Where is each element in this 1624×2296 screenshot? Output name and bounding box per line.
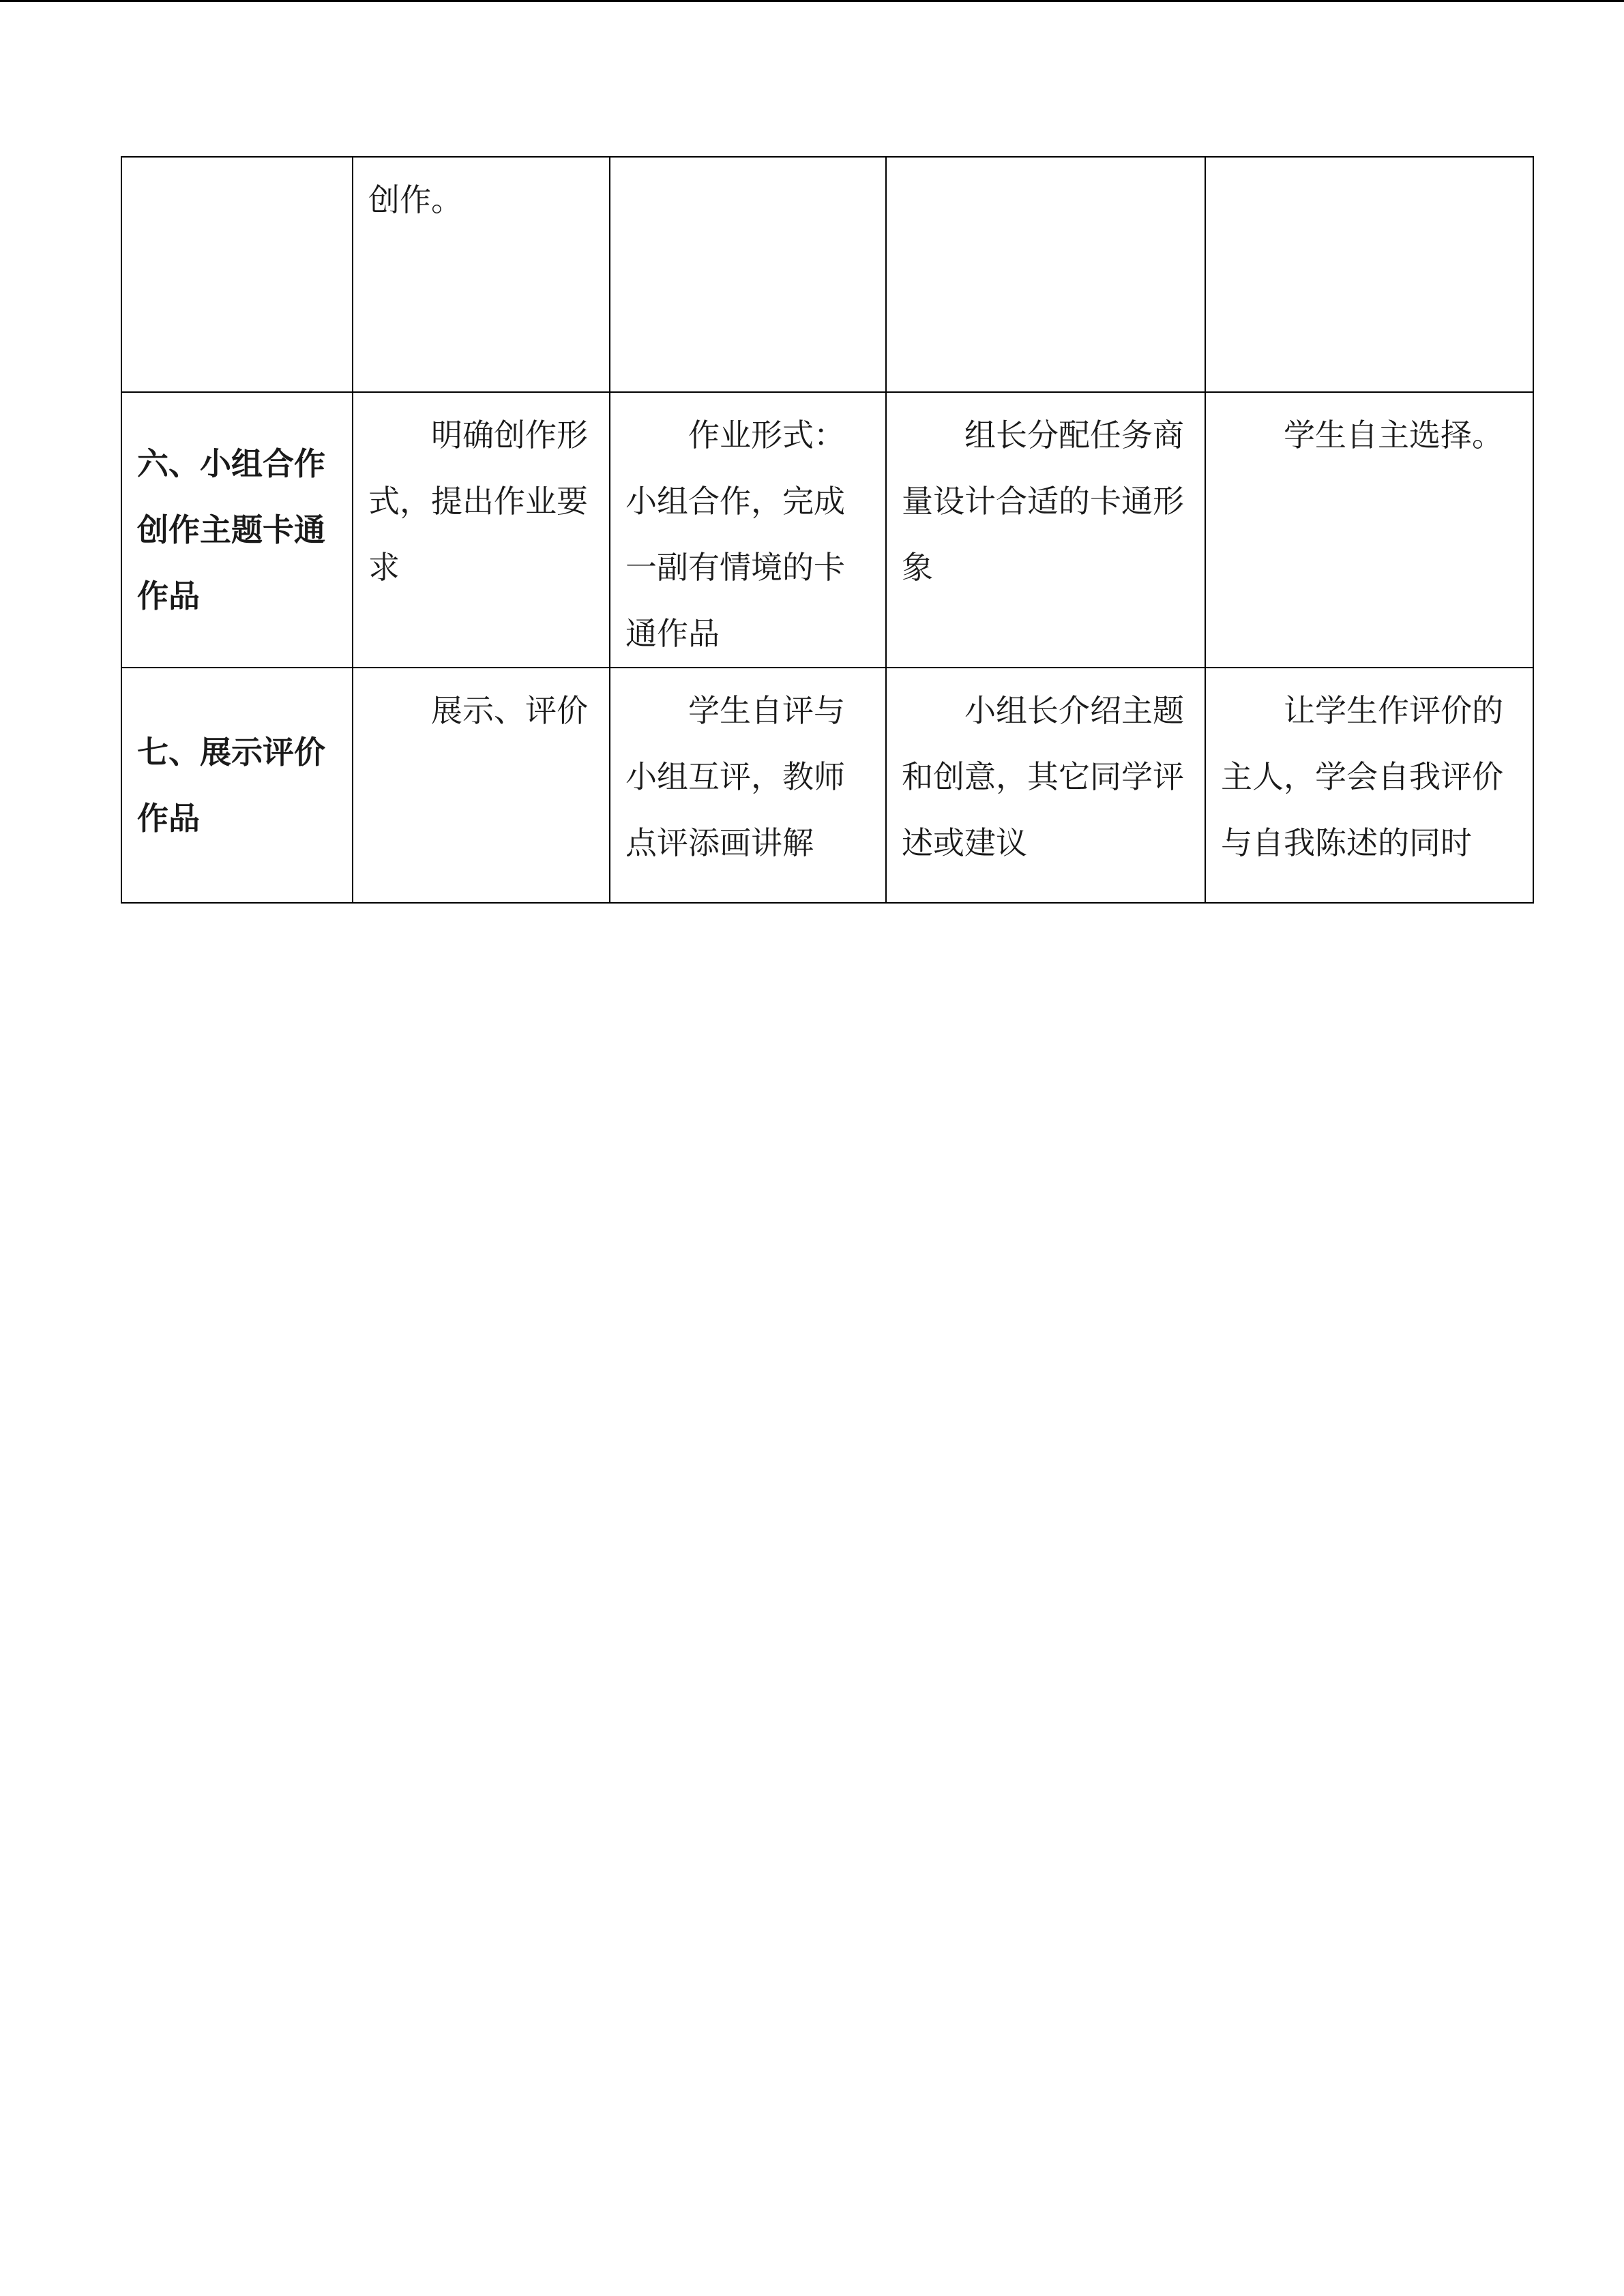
table-row [121,157,1533,392]
assignment-cell [610,157,886,392]
assignment-text: 学生自评与小组互评，教师点评添画讲解 [625,692,845,861]
design-intent-text: 学生自主选择。 [1284,417,1503,453]
design-intent-text: 让学生作评价的主人，学会自我评价与自我陈述的同时 [1221,692,1503,861]
table-row [121,668,1533,903]
teacher-activity-text: 展示、评价 [431,692,588,729]
teacher-activity-text: 明确创作形式，提出作业要求 [368,417,588,586]
assignment-text: 作业形式：小组合作，完成一副有情境的卡通作品 [625,417,845,652]
table-row [121,392,1533,668]
design-intent-cell [1205,392,1533,668]
lesson-plan-table [121,156,1534,904]
stage-cell: 六、小组合作创作主题卡通作品 [121,392,353,668]
student-activity-cell [886,392,1205,668]
student-activity-cell [886,668,1205,903]
student-activity-text: 小组长介绍主题和创意，其它同学评述或建议 [902,692,1184,861]
design-intent-cell [1205,668,1533,903]
student-activity-text: 组长分配任务商量设计合适的卡通形象 [902,417,1184,586]
stage-cell [121,157,353,392]
assignment-cell [610,668,886,903]
teacher-activity-cell [353,668,610,903]
stage-cell: 七、展示评价作品 [121,668,353,903]
student-activity-cell [886,157,1205,392]
design-intent-cell [1205,157,1533,392]
teacher-activity-cell: 创作。 [353,157,610,392]
teacher-activity-cell [353,392,610,668]
assignment-cell [610,392,886,668]
